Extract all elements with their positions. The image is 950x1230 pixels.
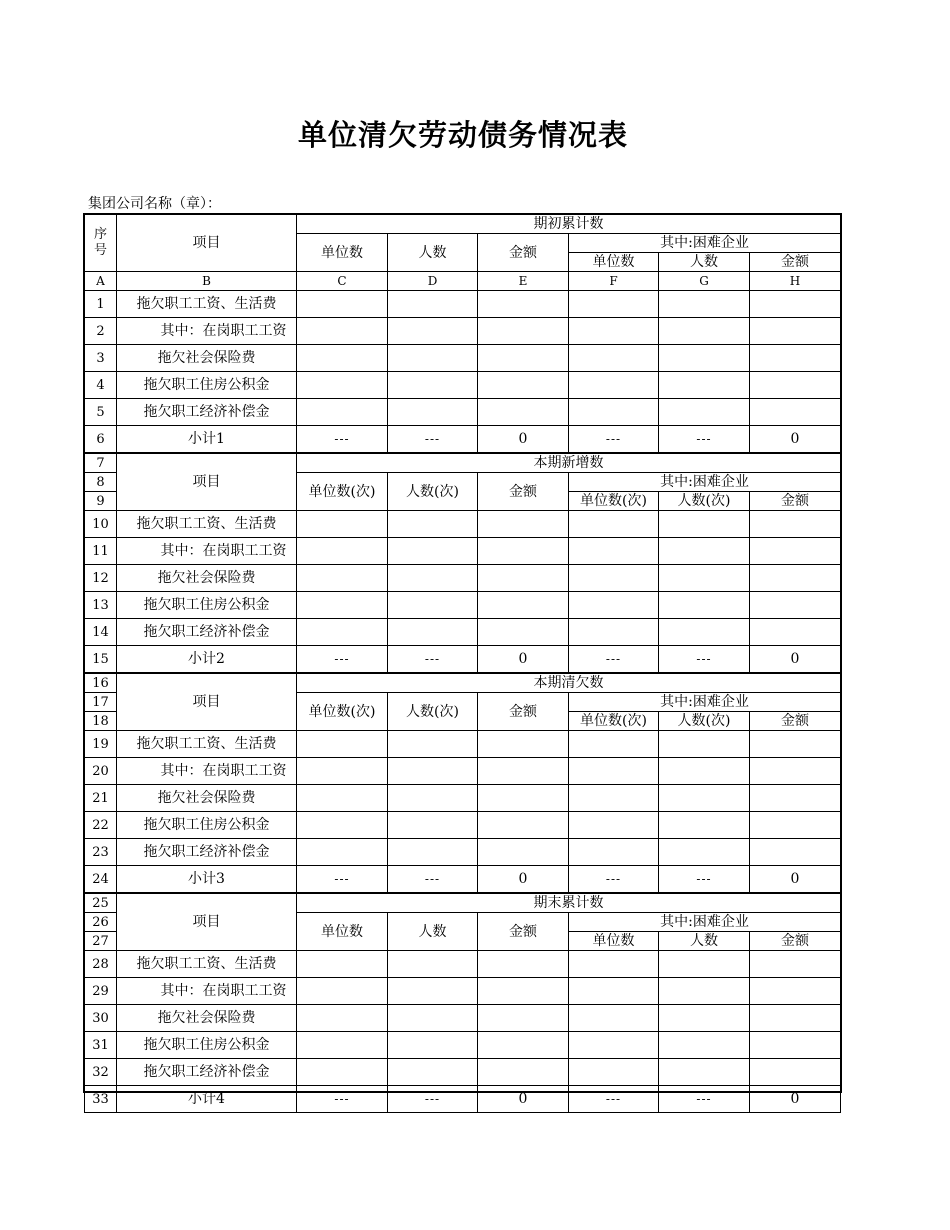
row-number: 28 xyxy=(85,951,117,978)
value-cell[interactable] xyxy=(569,345,659,372)
row-number: 20 xyxy=(85,758,117,785)
item-header: 项目 xyxy=(117,215,297,272)
item-name: 拖欠社会保险费 xyxy=(117,785,297,812)
column-header: 金额 xyxy=(478,473,569,511)
value-cell[interactable] xyxy=(478,1032,569,1059)
section-title: 期初累计数 xyxy=(297,215,841,234)
row-number: 27 xyxy=(85,932,117,951)
subtotal-value: --- xyxy=(659,646,750,674)
item-name: 拖欠职工住房公积金 xyxy=(117,372,297,399)
item-name: 拖欠职工经济补偿金 xyxy=(117,399,297,426)
item-name: 其中：在岗职工工资 xyxy=(117,538,297,565)
item-name: 拖欠职工经济补偿金 xyxy=(117,839,297,866)
subtotal-value: --- xyxy=(659,866,750,894)
item-header: 项目 xyxy=(117,453,297,511)
sub-column-header: 人数 xyxy=(659,932,750,951)
seq-header xyxy=(85,215,117,272)
column-letter: E xyxy=(478,272,569,291)
data-row xyxy=(85,1059,841,1086)
value-cell[interactable] xyxy=(478,318,569,345)
column-letter: C xyxy=(297,272,388,291)
column-header: 单位数 xyxy=(297,234,388,272)
column-header: 单位数(次) xyxy=(297,693,388,731)
data-row xyxy=(85,538,841,565)
value-cell[interactable] xyxy=(297,758,388,785)
row-number: 13 xyxy=(85,592,117,619)
value-cell[interactable] xyxy=(478,1005,569,1032)
value-cell[interactable] xyxy=(297,1059,388,1086)
sub-column-header: 单位数 xyxy=(569,253,659,272)
value-cell[interactable] xyxy=(297,619,388,646)
value-cell[interactable] xyxy=(659,785,750,812)
value-cell[interactable] xyxy=(388,619,478,646)
subtotal-row xyxy=(85,426,841,454)
value-cell[interactable] xyxy=(297,318,388,345)
value-cell[interactable] xyxy=(388,978,478,1005)
difficult-enterprise-header: 其中:困难企业 xyxy=(569,693,841,712)
value-cell[interactable] xyxy=(478,951,569,978)
value-cell[interactable] xyxy=(478,978,569,1005)
value-cell[interactable] xyxy=(659,812,750,839)
section-title: 期末累计数 xyxy=(297,893,841,913)
value-cell[interactable] xyxy=(659,1059,750,1086)
value-cell[interactable] xyxy=(569,951,659,978)
value-cell[interactable] xyxy=(569,619,659,646)
row-number: 23 xyxy=(85,839,117,866)
value-cell[interactable] xyxy=(569,565,659,592)
row-number: 11 xyxy=(85,538,117,565)
item-name: 拖欠社会保险费 xyxy=(117,565,297,592)
value-cell[interactable] xyxy=(478,812,569,839)
value-cell[interactable] xyxy=(750,565,841,592)
value-cell[interactable] xyxy=(569,1005,659,1032)
difficult-enterprise-header: 其中:困难企业 xyxy=(569,234,841,253)
data-row xyxy=(85,291,841,318)
value-cell[interactable] xyxy=(659,291,750,318)
seq-label: 序号 xyxy=(93,227,107,258)
value-cell[interactable] xyxy=(659,345,750,372)
column-letter: D xyxy=(388,272,478,291)
value-cell[interactable] xyxy=(569,839,659,866)
value-cell[interactable] xyxy=(569,812,659,839)
value-cell[interactable] xyxy=(659,565,750,592)
subtotal-value: 0 xyxy=(750,646,841,674)
value-cell[interactable] xyxy=(569,318,659,345)
row-number: 1 xyxy=(85,291,117,318)
item-name: 其中：在岗职工工资 xyxy=(117,978,297,1005)
value-cell[interactable] xyxy=(750,1059,841,1086)
row-number: 21 xyxy=(85,785,117,812)
section-header-row xyxy=(85,453,841,473)
value-cell[interactable] xyxy=(569,511,659,538)
value-cell[interactable] xyxy=(750,619,841,646)
data-row xyxy=(85,731,841,758)
row-number: 10 xyxy=(85,511,117,538)
row-number: 31 xyxy=(85,1032,117,1059)
column-header: 人数(次) xyxy=(388,473,478,511)
sub-column-header: 人数(次) xyxy=(659,492,750,511)
row-number: 5 xyxy=(85,399,117,426)
value-cell[interactable] xyxy=(297,1005,388,1032)
subtotal-label: 小计3 xyxy=(117,866,297,894)
row-number: 19 xyxy=(85,731,117,758)
labor-debt-table xyxy=(84,214,841,1113)
value-cell[interactable] xyxy=(569,372,659,399)
value-cell[interactable] xyxy=(478,565,569,592)
column-header: 金额 xyxy=(478,913,569,951)
subtotal-value: --- xyxy=(569,646,659,674)
subtotal-value: --- xyxy=(569,1086,659,1113)
value-cell[interactable] xyxy=(750,812,841,839)
item-name: 拖欠职工经济补偿金 xyxy=(117,1059,297,1086)
value-cell[interactable] xyxy=(569,731,659,758)
value-cell[interactable] xyxy=(388,538,478,565)
value-cell[interactable] xyxy=(478,592,569,619)
subtotal-value: --- xyxy=(388,1086,478,1113)
difficult-enterprise-header: 其中:困难企业 xyxy=(569,913,841,932)
value-cell[interactable] xyxy=(659,839,750,866)
value-cell[interactable] xyxy=(750,399,841,426)
row-number: 15 xyxy=(85,646,117,674)
value-cell[interactable] xyxy=(750,758,841,785)
column-header: 金额 xyxy=(478,234,569,272)
subtotal-value: --- xyxy=(297,646,388,674)
subtotal-row xyxy=(85,866,841,894)
subtotal-row xyxy=(85,1086,841,1113)
value-cell[interactable] xyxy=(659,318,750,345)
row-number: 2 xyxy=(85,318,117,345)
item-name: 拖欠职工住房公积金 xyxy=(117,812,297,839)
row-number: 3 xyxy=(85,345,117,372)
row-number: 6 xyxy=(85,426,117,454)
page-title: 单位清欠劳动债务情况表 xyxy=(297,118,628,152)
sub-column-header: 人数(次) xyxy=(659,712,750,731)
subtotal-value: --- xyxy=(297,1086,388,1113)
value-cell[interactable] xyxy=(569,538,659,565)
sub-column-header: 金额 xyxy=(750,253,841,272)
item-name: 拖欠社会保险费 xyxy=(117,1005,297,1032)
subtotal-value: --- xyxy=(297,426,388,454)
sub-column-header: 单位数 xyxy=(569,932,659,951)
value-cell[interactable] xyxy=(478,372,569,399)
subtotal-label: 小计4 xyxy=(117,1086,297,1113)
value-cell[interactable] xyxy=(297,785,388,812)
value-cell[interactable] xyxy=(478,1059,569,1086)
data-row xyxy=(85,1032,841,1059)
value-cell[interactable] xyxy=(297,839,388,866)
section-header-row xyxy=(85,893,841,913)
value-cell[interactable] xyxy=(388,372,478,399)
subtotal-value: --- xyxy=(569,426,659,454)
value-cell[interactable] xyxy=(297,538,388,565)
item-header: 项目 xyxy=(117,893,297,951)
row-number: 24 xyxy=(85,866,117,894)
value-cell[interactable] xyxy=(478,758,569,785)
value-cell[interactable] xyxy=(750,511,841,538)
column-letter: A xyxy=(85,272,117,291)
value-cell[interactable] xyxy=(478,619,569,646)
section-header-row xyxy=(85,215,841,234)
sub-column-header: 人数 xyxy=(659,253,750,272)
value-cell[interactable] xyxy=(297,345,388,372)
subtotal-value: 0 xyxy=(478,646,569,674)
value-cell[interactable] xyxy=(297,1032,388,1059)
value-cell[interactable] xyxy=(569,1032,659,1059)
value-cell[interactable] xyxy=(659,399,750,426)
subtotal-value: --- xyxy=(659,1086,750,1113)
value-cell[interactable] xyxy=(388,399,478,426)
section-title: 本期新增数 xyxy=(297,453,841,473)
row-number: 32 xyxy=(85,1059,117,1086)
subtotal-value: --- xyxy=(297,866,388,894)
sub-column-header: 金额 xyxy=(750,712,841,731)
value-cell[interactable] xyxy=(297,372,388,399)
row-number: 30 xyxy=(85,1005,117,1032)
value-cell[interactable] xyxy=(659,511,750,538)
column-letter: G xyxy=(659,272,750,291)
sub-column-header: 单位数(次) xyxy=(569,712,659,731)
subtotal-value: --- xyxy=(388,426,478,454)
value-cell[interactable] xyxy=(388,839,478,866)
subtotal-value: 0 xyxy=(478,1086,569,1113)
data-row xyxy=(85,812,841,839)
subtotal-label: 小计1 xyxy=(117,426,297,454)
column-letter: B xyxy=(117,272,297,291)
value-cell[interactable] xyxy=(750,951,841,978)
row-number: 29 xyxy=(85,978,117,1005)
data-row xyxy=(85,1005,841,1032)
value-cell[interactable] xyxy=(297,812,388,839)
section-title: 本期清欠数 xyxy=(297,673,841,693)
value-cell[interactable] xyxy=(659,951,750,978)
item-name: 拖欠职工工资、生活费 xyxy=(117,291,297,318)
subtotal-value: 0 xyxy=(750,1086,841,1113)
column-header: 人数 xyxy=(388,913,478,951)
sub-column-header: 金额 xyxy=(750,492,841,511)
data-row xyxy=(85,978,841,1005)
value-cell[interactable] xyxy=(750,731,841,758)
value-cell[interactable] xyxy=(569,291,659,318)
difficult-enterprise-header: 其中:困难企业 xyxy=(569,473,841,492)
row-number: 26 xyxy=(85,913,117,932)
row-number: 22 xyxy=(85,812,117,839)
value-cell[interactable] xyxy=(388,345,478,372)
value-cell[interactable] xyxy=(388,1032,478,1059)
subtotal-value: 0 xyxy=(478,426,569,454)
column-letter: F xyxy=(569,272,659,291)
row-number: 4 xyxy=(85,372,117,399)
row-number: 17 xyxy=(85,693,117,712)
value-cell[interactable] xyxy=(569,758,659,785)
value-cell[interactable] xyxy=(388,565,478,592)
value-cell[interactable] xyxy=(569,978,659,1005)
value-cell[interactable] xyxy=(659,1032,750,1059)
value-cell[interactable] xyxy=(297,511,388,538)
value-cell[interactable] xyxy=(750,291,841,318)
value-cell[interactable] xyxy=(388,1059,478,1086)
row-number: 33 xyxy=(85,1086,117,1113)
column-header: 单位数(次) xyxy=(297,473,388,511)
value-cell[interactable] xyxy=(659,538,750,565)
value-cell[interactable] xyxy=(750,538,841,565)
data-row xyxy=(85,839,841,866)
value-cell[interactable] xyxy=(750,345,841,372)
value-cell[interactable] xyxy=(478,785,569,812)
column-letter: H xyxy=(750,272,841,291)
column-header: 单位数 xyxy=(297,913,388,951)
value-cell[interactable] xyxy=(297,951,388,978)
value-cell[interactable] xyxy=(750,785,841,812)
value-cell[interactable] xyxy=(388,511,478,538)
sub-column-header: 金额 xyxy=(750,932,841,951)
data-row xyxy=(85,785,841,812)
value-cell[interactable] xyxy=(750,839,841,866)
value-cell[interactable] xyxy=(478,538,569,565)
subtotal-value: 0 xyxy=(750,866,841,894)
company-name-label: 集团公司名称（章）： xyxy=(88,196,221,212)
data-row xyxy=(85,399,841,426)
data-row xyxy=(85,345,841,372)
value-cell[interactable] xyxy=(478,731,569,758)
data-row xyxy=(85,758,841,785)
value-cell[interactable] xyxy=(478,399,569,426)
data-row xyxy=(85,565,841,592)
value-cell[interactable] xyxy=(297,731,388,758)
value-cell[interactable] xyxy=(659,758,750,785)
value-cell[interactable] xyxy=(297,565,388,592)
value-cell[interactable] xyxy=(569,1059,659,1086)
value-cell[interactable] xyxy=(388,785,478,812)
data-row xyxy=(85,372,841,399)
subtotal-value: --- xyxy=(388,646,478,674)
value-cell[interactable] xyxy=(750,318,841,345)
data-row xyxy=(85,318,841,345)
item-name: 拖欠职工工资、生活费 xyxy=(117,951,297,978)
column-header: 人数(次) xyxy=(388,693,478,731)
row-number: 8 xyxy=(85,473,117,492)
subtotal-value: --- xyxy=(388,866,478,894)
item-name: 其中：在岗职工工资 xyxy=(117,758,297,785)
row-number: 18 xyxy=(85,712,117,731)
value-cell[interactable] xyxy=(388,951,478,978)
subtotal-value: 0 xyxy=(750,426,841,454)
value-cell[interactable] xyxy=(659,978,750,1005)
row-number: 16 xyxy=(85,673,117,693)
item-name: 拖欠职工经济补偿金 xyxy=(117,619,297,646)
item-name: 拖欠职工工资、生活费 xyxy=(117,511,297,538)
data-row xyxy=(85,619,841,646)
data-row xyxy=(85,592,841,619)
value-cell[interactable] xyxy=(297,978,388,1005)
value-cell[interactable] xyxy=(569,592,659,619)
value-cell[interactable] xyxy=(297,399,388,426)
sub-column-header: 单位数(次) xyxy=(569,492,659,511)
value-cell[interactable] xyxy=(388,291,478,318)
value-cell[interactable] xyxy=(569,785,659,812)
row-number: 9 xyxy=(85,492,117,511)
value-cell[interactable] xyxy=(388,758,478,785)
item-name: 拖欠职工住房公积金 xyxy=(117,592,297,619)
item-name: 其中：在岗职工工资 xyxy=(117,318,297,345)
subtotal-value: --- xyxy=(569,866,659,894)
column-header: 人数 xyxy=(388,234,478,272)
value-cell[interactable] xyxy=(659,592,750,619)
row-number: 25 xyxy=(85,893,117,913)
value-cell[interactable] xyxy=(478,291,569,318)
data-row xyxy=(85,511,841,538)
value-cell[interactable] xyxy=(297,291,388,318)
item-name: 拖欠职工工资、生活费 xyxy=(117,731,297,758)
value-cell[interactable] xyxy=(659,731,750,758)
value-cell[interactable] xyxy=(750,1005,841,1032)
row-number: 7 xyxy=(85,453,117,473)
value-cell[interactable] xyxy=(388,318,478,345)
value-cell[interactable] xyxy=(659,619,750,646)
value-cell[interactable] xyxy=(388,731,478,758)
value-cell[interactable] xyxy=(750,1032,841,1059)
section-header-row xyxy=(85,673,841,693)
subtotal-label: 小计2 xyxy=(117,646,297,674)
column-letter-row xyxy=(85,272,841,291)
value-cell[interactable] xyxy=(659,372,750,399)
data-row xyxy=(85,951,841,978)
row-number: 14 xyxy=(85,619,117,646)
value-cell[interactable] xyxy=(388,592,478,619)
item-header: 项目 xyxy=(117,673,297,731)
subtotal-value: 0 xyxy=(478,866,569,894)
subtotal-row xyxy=(85,646,841,674)
value-cell[interactable] xyxy=(478,511,569,538)
item-name: 拖欠职工住房公积金 xyxy=(117,1032,297,1059)
row-number: 12 xyxy=(85,565,117,592)
value-cell[interactable] xyxy=(750,372,841,399)
value-cell[interactable] xyxy=(750,978,841,1005)
value-cell[interactable] xyxy=(659,1005,750,1032)
value-cell[interactable] xyxy=(569,399,659,426)
value-cell[interactable] xyxy=(478,839,569,866)
value-cell[interactable] xyxy=(297,592,388,619)
value-cell[interactable] xyxy=(388,812,478,839)
item-name: 拖欠社会保险费 xyxy=(117,345,297,372)
value-cell[interactable] xyxy=(478,345,569,372)
column-header: 金额 xyxy=(478,693,569,731)
subtotal-value: --- xyxy=(659,426,750,454)
value-cell[interactable] xyxy=(750,592,841,619)
value-cell[interactable] xyxy=(388,1005,478,1032)
